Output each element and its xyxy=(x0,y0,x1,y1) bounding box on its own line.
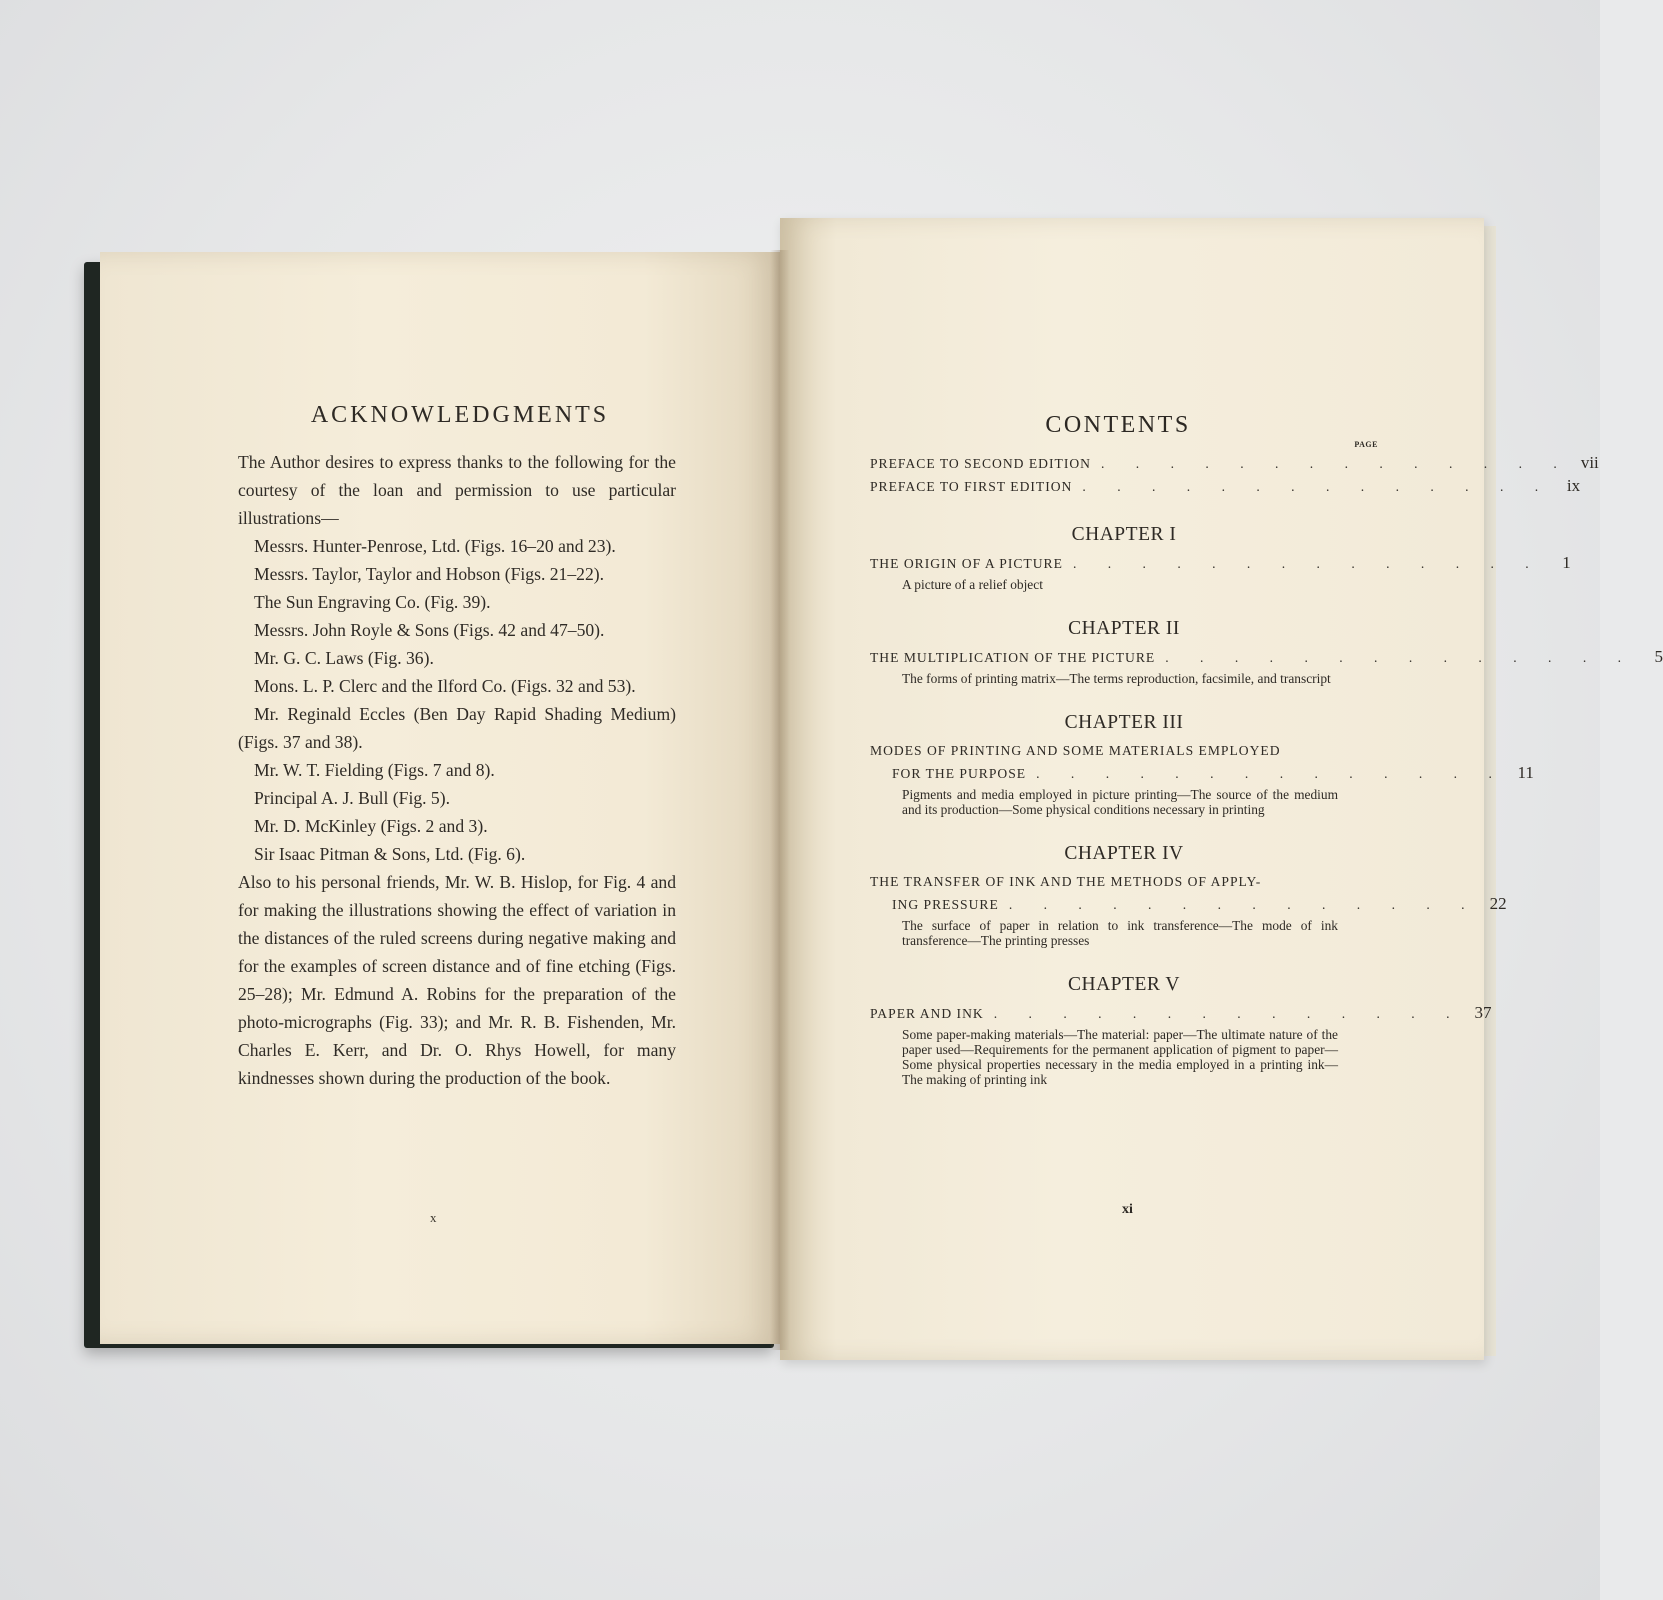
list-item: Principal A. J. Bull (Fig. 5). xyxy=(254,788,450,808)
acknowledgments-intro: The Author desires to express thanks to the following for the courtesy of the loan and permission to use particular illustrations— xyxy=(238,452,676,528)
toc-entry-chapter-1 xyxy=(870,552,1571,575)
leader-dots: . . . . . . . . . . . . . . xyxy=(1072,556,1543,571)
chapter-heading: CHAPTER III xyxy=(1064,712,1184,733)
leader-dots: . . . . . . . . . . . . . . xyxy=(1082,479,1553,494)
acknowledgments-closing: Also to his personal friends, Mr. W. B. Hislop, for Fig. 4 and for making the illustrations showing the effect of variation in the distances of the ruled screens during negative making and for the examples of screen distance and of fine etching (Figs. 25–28); Mr. Edmund A. Robins for the preparation of the photo-micrographs (Fig. 33); and Mr. R. B. Fishenden, Mr. Charles E. Kerr, and Dr. O. Rhys Howell, for many kindnesses shown during the production of the book. xyxy=(238,872,676,1088)
toc-entry-page: 5 xyxy=(1654,647,1663,666)
list-item: Sir Isaac Pitman & Sons, Ltd. (Fig. 6). xyxy=(254,844,526,864)
toc-entry-title: THE TRANSFER OF INK AND THE METHODS OF APPLY- xyxy=(870,874,1262,889)
acknowledgments-list xyxy=(238,532,676,868)
toc-entry-chapter-5 xyxy=(870,1002,1492,1025)
list-item: Mr. W. T. Fielding (Figs. 7 and 8). xyxy=(254,760,495,780)
list-item: Mr. Reginald Eccles (Ben Day Rapid Shading Medium) (Figs. 37 and 38). xyxy=(238,704,676,752)
toc-entry-chapter-2 xyxy=(870,646,1663,669)
chapter-summary: Some paper-making materials—The material: paper—The ultimate nature of the paper used—Requirements for the permanent application of pigment to paper—Some physical properties necessary in the media employed in a printing ink—The making of printing ink xyxy=(902,1027,1338,1087)
chapter-heading: CHAPTER V xyxy=(1068,974,1180,995)
toc-entry-title: PREFACE TO FIRST EDITION xyxy=(870,479,1073,494)
chapter-heading: CHAPTER IV xyxy=(1064,843,1184,864)
table-of-contents xyxy=(870,440,1663,1087)
chapter-heading: CHAPTER II xyxy=(1068,618,1180,639)
list-item: Messrs. Hunter-Penrose, Ltd. (Figs. 16–20 and 23). xyxy=(254,536,616,556)
toc-entry-preface-first xyxy=(870,475,1581,498)
acknowledgments-title: ACKNOWLEDGMENTS xyxy=(310,402,610,428)
page-number-right: xi xyxy=(1122,1202,1133,1217)
toc-entry-title: THE MULTIPLICATION OF THE PICTURE xyxy=(870,650,1156,665)
toc-entry-title-continued: ING PRESSURE xyxy=(892,897,999,912)
list-item: Mons. L. P. Clerc and the Ilford Co. (Figs. 32 and 53). xyxy=(254,676,636,696)
leader-dots: . . . . . . . . . . . . . . xyxy=(1036,766,1506,781)
toc-entry-chapter-4 xyxy=(870,871,1378,893)
acknowledgments-body xyxy=(238,448,676,1092)
toc-entry-chapter-3 xyxy=(870,740,1378,762)
chapter-heading: CHAPTER I xyxy=(1071,524,1177,545)
chapter-summary: Pigments and media employed in picture printing—The source of the medium and its production—Some physical conditions necessary in printing xyxy=(902,787,1338,817)
list-item: Mr. D. McKinley (Figs. 2 and 3). xyxy=(254,816,488,836)
leader-dots: . . . . . . . . . . . . . . xyxy=(1008,897,1479,912)
toc-entry-page: vii xyxy=(1580,453,1599,472)
toc-entry-title-continued: FOR THE PURPOSE xyxy=(892,766,1027,781)
chapter-summary: The forms of printing matrix—The terms reproduction, facsimile, and transcript xyxy=(902,671,1331,686)
toc-entry-page: 1 xyxy=(1562,553,1571,572)
toc-entry-title: PAPER AND INK xyxy=(870,1006,984,1021)
toc-entry-preface-second xyxy=(870,452,1599,475)
toc-entry-page: ix xyxy=(1566,476,1581,495)
leader-dots: . . . . . . . . . . . . . . xyxy=(1165,650,1636,665)
book-gutter xyxy=(770,250,790,1350)
toc-entry-chapter-3-cont xyxy=(870,762,1534,785)
page-number-left: x xyxy=(430,1210,437,1225)
toc-entry-title: PREFACE TO SECOND EDITION xyxy=(870,456,1091,471)
page-column-heading: PAGE xyxy=(1354,440,1378,449)
leader-dots: . . . . . . . . . . . . . . xyxy=(1101,456,1571,471)
toc-entry-page: 22 xyxy=(1489,894,1507,913)
toc-entry-title: MODES OF PRINTING AND SOME MATERIALS EMPLOYED xyxy=(870,743,1281,758)
list-item: Messrs. Taylor, Taylor and Hobson (Figs. 21–22). xyxy=(254,564,604,584)
list-item: Messrs. John Royle & Sons (Figs. 42 and 47–50). xyxy=(254,620,605,640)
chapter-summary: A picture of a relief object xyxy=(902,577,1043,592)
list-item: The Sun Engraving Co. (Fig. 39). xyxy=(254,592,491,612)
contents-title: CONTENTS xyxy=(1045,412,1191,438)
list-item: Mr. G. C. Laws (Fig. 36). xyxy=(254,648,434,668)
toc-entry-title: THE ORIGIN OF A PICTURE xyxy=(870,556,1063,571)
leader-dots: . . . . . . . . . . . . . . xyxy=(993,1006,1464,1021)
toc-entry-chapter-4-cont xyxy=(870,893,1507,916)
toc-entry-page: 37 xyxy=(1474,1003,1492,1022)
toc-entry-page: 11 xyxy=(1517,763,1534,782)
chapter-summary: The surface of paper in relation to ink transference—The mode of ink transference—The printing presses xyxy=(902,918,1338,948)
